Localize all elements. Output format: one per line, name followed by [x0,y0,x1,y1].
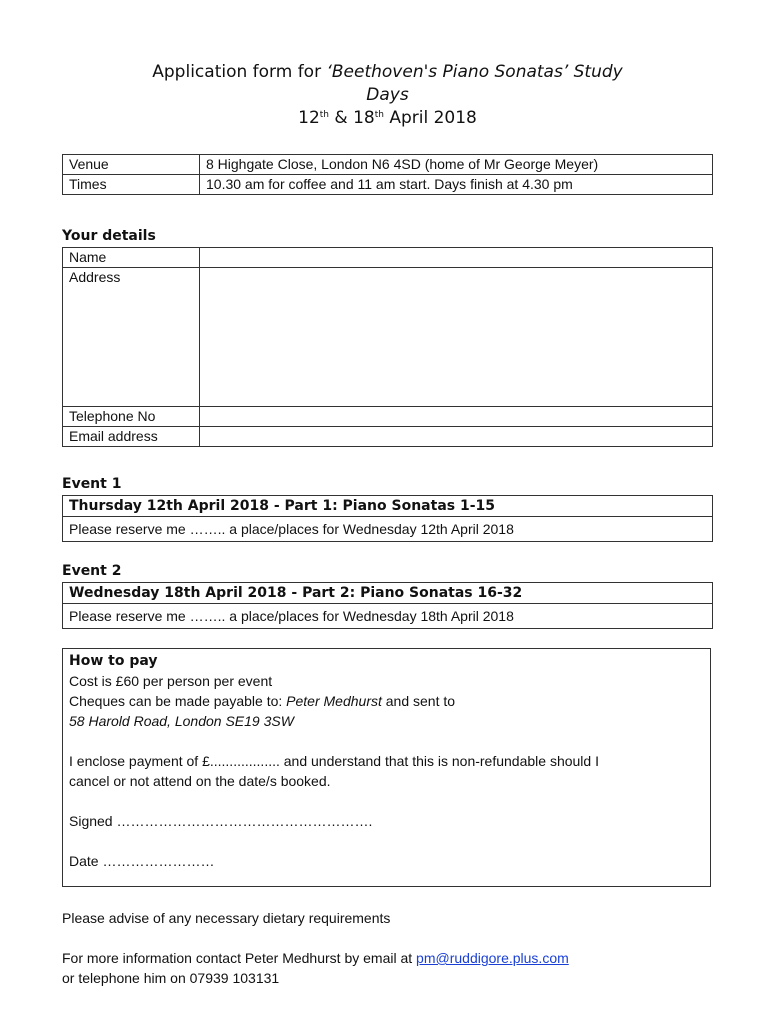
table-row [63,268,713,407]
venue-value: 8 Highgate Close, London N6 4SD (home of Mr George Meyer) [200,155,713,175]
cheques-prefix: Cheques can be made payable to: [69,693,287,709]
date-line[interactable]: Date …………………… [69,853,215,869]
date-suffix-2: th [374,110,384,120]
contact-telephone: or telephone him on 07939 103131 [62,970,280,986]
title-course-name: ‘Beethoven's Piano Sonatas’ Study [326,62,623,82]
contact-email-line [62,948,569,968]
signed-line[interactable]: Signed ………………………………………………. [69,813,373,829]
contact-prefix: For more information contact Peter Medhurst by email at [62,950,417,966]
how-to-pay-heading: How to pay [69,653,158,669]
table-row [63,248,713,268]
date-day-2: & 18 [329,108,375,128]
payee-name: Peter Medhurst [286,693,382,709]
event-1-table [62,495,713,542]
table-row [63,517,713,542]
times-label: Times [63,175,200,195]
spacer [69,831,704,851]
your-details-table [62,247,713,447]
name-label: Name [63,248,200,268]
table-row [63,604,713,629]
event-2-title: Wednesday 18th April 2018 - Part 2: Piano Sonatas 16-32 [63,583,713,604]
how-to-pay-box [62,648,711,887]
email-field[interactable] [200,427,713,447]
table-row [63,427,713,447]
venue-times-table [62,154,713,195]
table-row [63,407,713,427]
table-row [63,175,713,195]
telephone-label: Telephone No [63,407,200,427]
table-row [63,155,713,175]
event-2-table [62,582,713,629]
dietary-note: Please advise of any necessary dietary requirements [62,910,391,926]
date-month-year: April 2018 [383,108,477,128]
title-line-1 [62,61,713,84]
date-day-1: 12 [298,108,320,128]
email-label: Email address [63,427,200,447]
your-details-heading: Your details [62,228,156,244]
times-value: 10.30 am for coffee and 11 am start. Days finish at 4.30 pm [200,175,713,195]
contact-info [62,948,569,988]
cost-text: Cost is £60 per person per event [69,673,273,689]
table-row [63,583,713,604]
payee-address: 58 Harold Road, London SE19 3SW [69,713,294,729]
event-2-reserve[interactable]: Please reserve me …….. a place/places for Wednesday 18th April 2018 [63,604,713,629]
enclose-payment-line-2: cancel or not attend on the date/s booked. [69,773,331,789]
spacer [69,731,704,751]
cheques-suffix: and sent to [381,693,456,709]
spacer [69,791,704,811]
venue-label: Venue [63,155,200,175]
title-line-2 [62,84,713,107]
enclose-payment-line-1[interactable]: I enclose payment of £.................. and understand that this is non-refundable should I [69,753,599,769]
event-1-heading: Event 1 [62,476,122,492]
event-1-title: Thursday 12th April 2018 - Part 1: Piano Sonatas 1-15 [63,496,713,517]
date-suffix-1: th [319,110,329,120]
title-course-name-cont: Days [366,85,409,105]
telephone-field[interactable] [200,407,713,427]
title-dates [62,107,713,130]
address-field[interactable] [200,268,713,407]
name-field[interactable] [200,248,713,268]
cheques-text [69,691,704,711]
event-1-reserve[interactable]: Please reserve me …….. a place/places for Wednesday 12th April 2018 [63,517,713,542]
title-prefix: Application form for [152,62,327,82]
address-label: Address [63,268,200,407]
form-title [62,61,713,130]
contact-email-link[interactable]: pm@ruddigore.plus.com [416,950,569,966]
event-2-heading: Event 2 [62,563,122,579]
table-row [63,496,713,517]
